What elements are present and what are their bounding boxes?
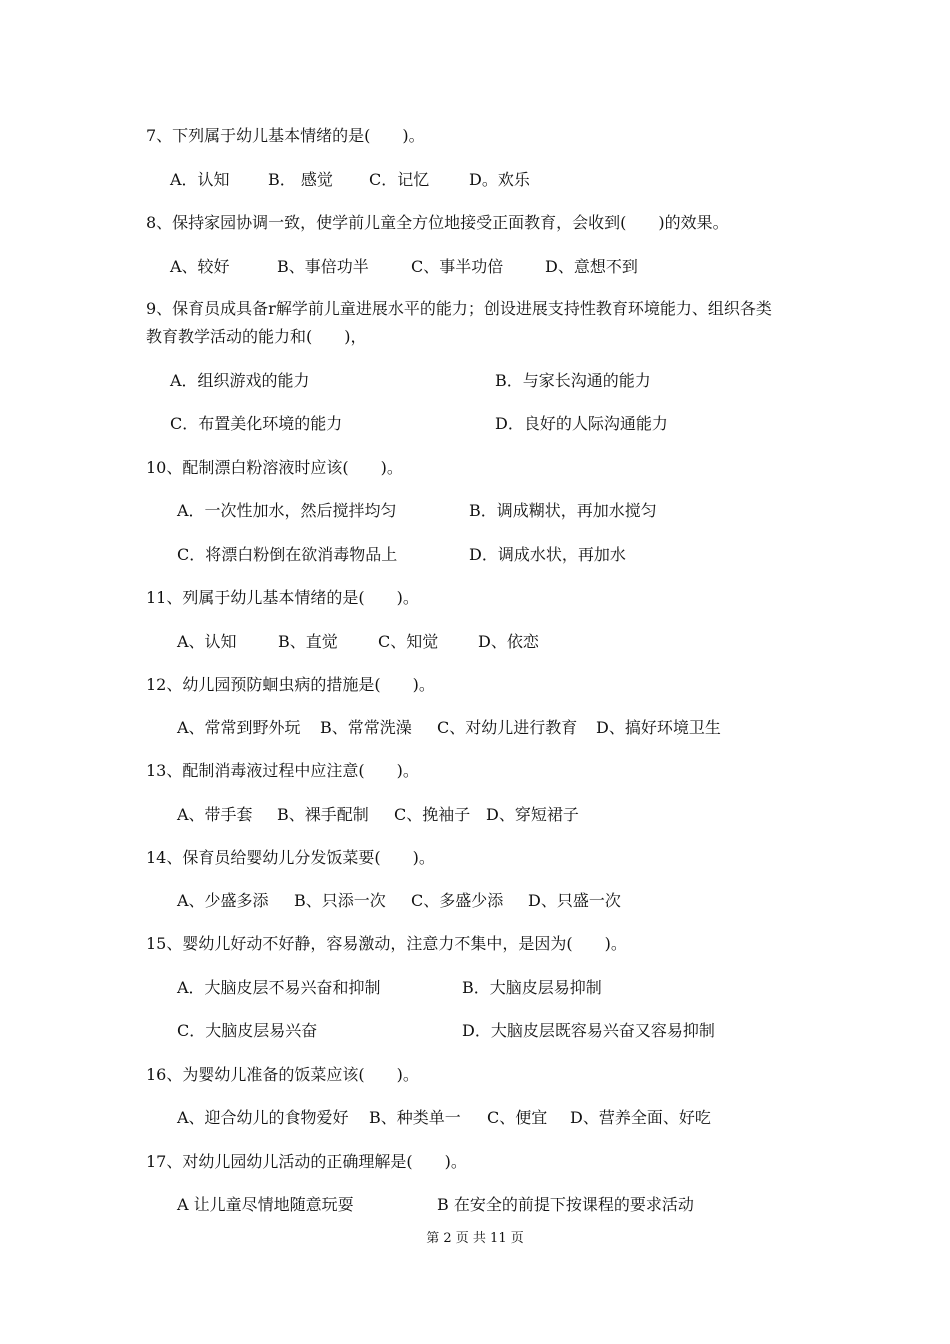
option-11d: D、依恋 [478,632,539,651]
option-11a: A、认知 [177,632,237,651]
page-footer: 第 2 页 共 11 页 [426,1231,524,1246]
option-7c: C．记忆 [369,170,430,189]
option-13a: A、带手套 [177,805,253,824]
question-10: 10、配制漂白粉溶液时应该( )。 [146,458,403,477]
option-17b: B 在安全的前提下按课程的要求活动 [437,1195,694,1214]
question-17: 17、对幼儿园幼儿活动的正确理解是( )。 [146,1152,467,1171]
option-10a: A．一次性加水，然后搅拌均匀 [177,501,397,520]
question-11: 11、列属于幼儿基本情绪的是( )。 [146,588,419,607]
option-13b: B、裸手配制 [277,805,369,824]
option-9b: B．与家长沟通的能力 [495,371,651,390]
option-15a: A．大脑皮层不易兴奋和抑制 [177,978,381,997]
option-7a: A．认知 [170,170,230,189]
option-16b: B、种类单一 [369,1108,461,1127]
option-10d: D．调成水状，再加水 [469,545,626,564]
question-14: 14、保育员给婴幼儿分发饭菜要( )。 [146,848,435,867]
question-12: 12、幼儿园预防蛔虫病的措施是( )。 [146,675,435,694]
option-13c: C、挽袖子 [394,805,471,824]
option-10b: B．调成糊状，再加水搅匀 [469,501,657,520]
option-7b: B． 感觉 [268,170,333,189]
option-14c: C、多盛少添 [411,891,504,910]
option-7d: D。欢乐 [469,170,530,189]
option-15b: B．大脑皮层易抑制 [462,978,602,997]
option-12b: B、常常洗澡 [320,718,412,737]
option-12a: A、常常到野外玩 [177,718,301,737]
option-17a: A 让儿童尽情地随意玩耍 [177,1195,354,1214]
question-16: 16、为婴幼儿准备的饭菜应该( )。 [146,1065,419,1084]
question-9-line-1: 9、保育员成具备r解学前儿童进展水平的能力；创设进展支持性教育环境能力、组织各类 [146,299,772,318]
option-12d: D、搞好环境卫生 [596,718,721,737]
question-9-line-2: 教育教学活动的能力和( )， [146,327,367,346]
option-9c: C．布置美化环境的能力 [170,414,343,433]
option-16c: C、便宜 [487,1108,548,1127]
question-15: 15、婴幼儿好动不好静，容易激动，注意力不集中，是因为( )。 [146,934,627,953]
option-15d: D．大脑皮层既容易兴奋又容易抑制 [462,1021,715,1040]
option-11c: C、知觉 [378,632,439,651]
option-9a: A．组织游戏的能力 [170,371,310,390]
option-14b: B、只添一次 [294,891,386,910]
question-8: 8、保持家园协调一致，使学前儿童全方位地接受正面教育，会收到( )的效果。 [146,213,729,232]
option-9d: D．良好的人际沟通能力 [495,414,668,433]
option-8a: A、较好 [170,257,230,276]
option-16d: D、营养全面、好吃 [570,1108,711,1127]
option-16a: A、迎合幼儿的食物爱好 [177,1108,349,1127]
option-14a: A、少盛多添 [177,891,269,910]
option-13d: D、穿短裙子 [486,805,579,824]
option-8c: C、事半功倍 [411,257,504,276]
question-13: 13、配制消毒液过程中应注意( )。 [146,761,419,780]
option-12c: C、对幼儿进行教育 [437,718,578,737]
option-8b: B、事倍功半 [277,257,369,276]
option-14d: D、只盛一次 [528,891,621,910]
option-15c: C．大脑皮层易兴奋 [177,1021,318,1040]
option-10c: C．将漂白粉倒在欲消毒物品上 [177,545,398,564]
question-7: 7、下列属于幼儿基本情绪的是( )。 [146,126,425,145]
option-8d: D、意想不到 [545,257,638,276]
option-11b: B、直觉 [278,632,338,651]
